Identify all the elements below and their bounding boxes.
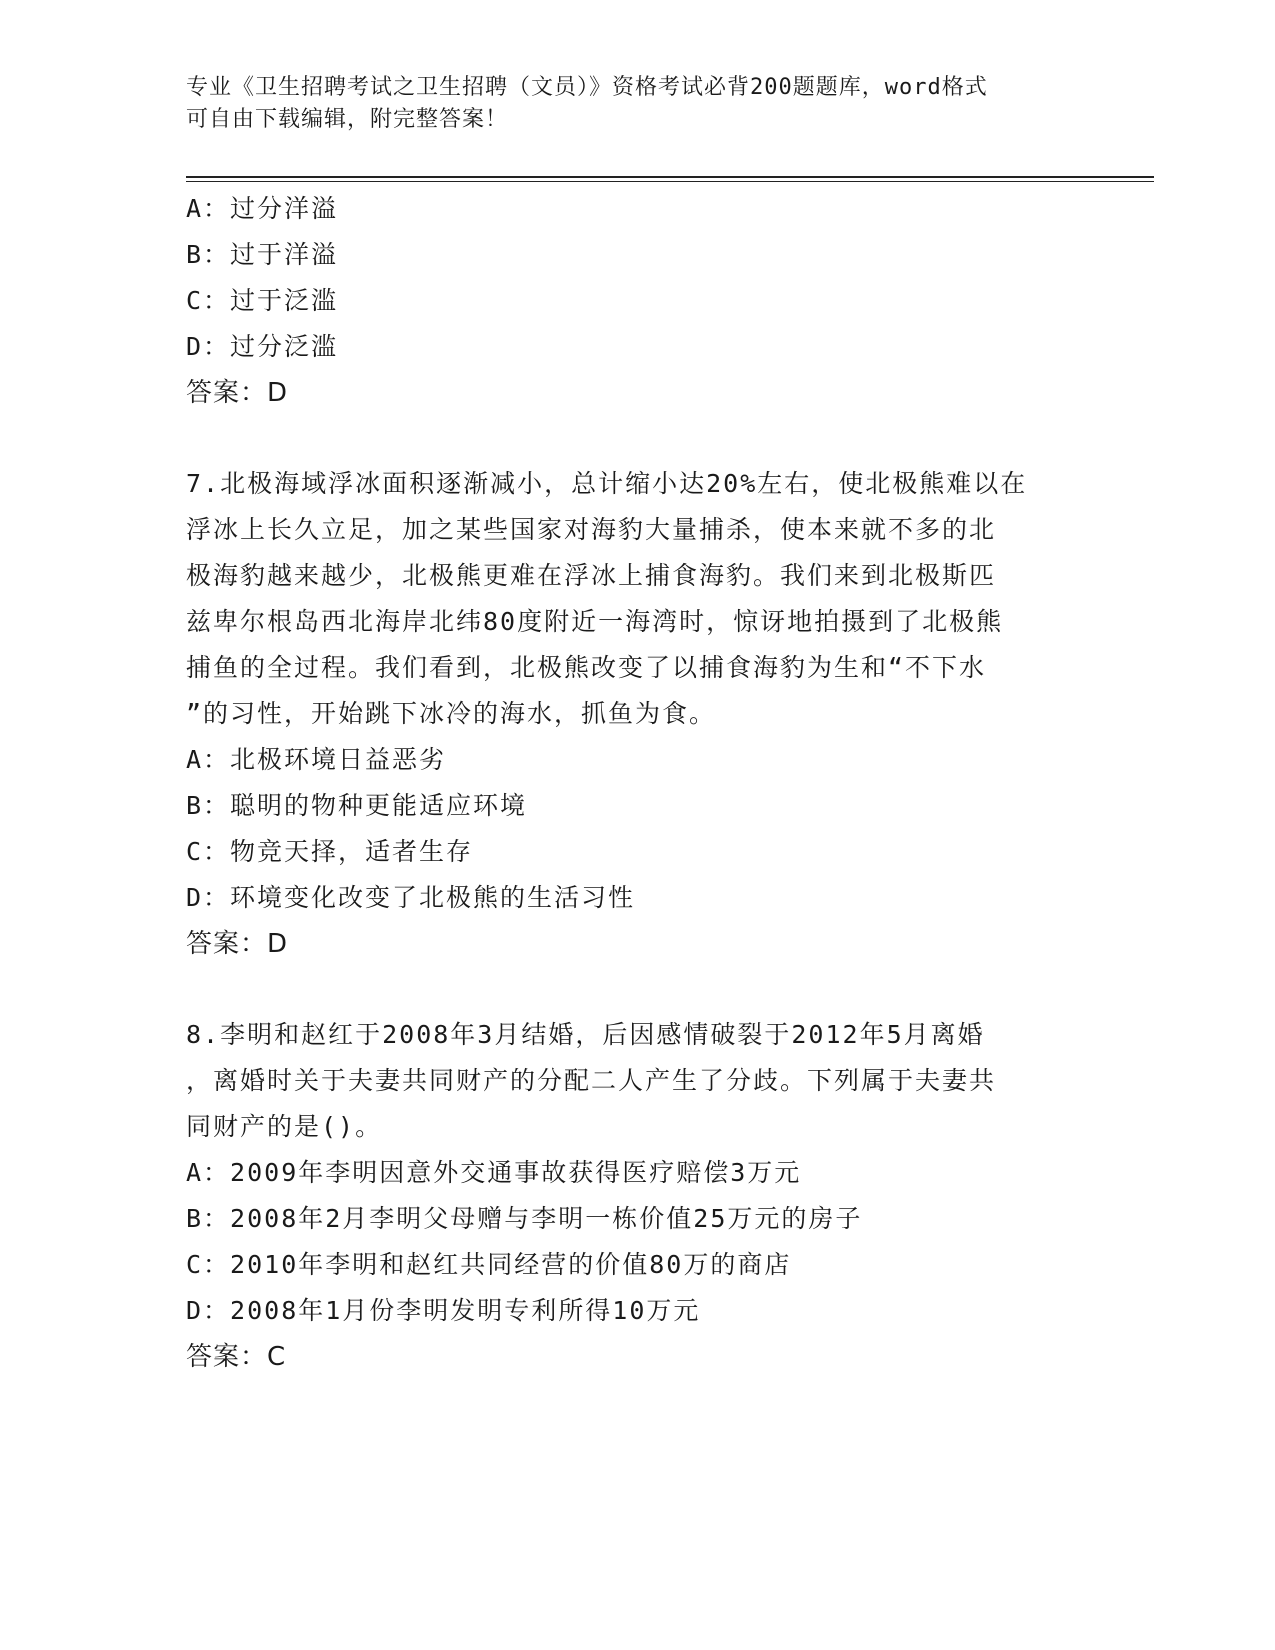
spacer <box>186 416 1086 461</box>
answer-line: 答案：D <box>186 929 289 959</box>
stem-line: ，离婚时关于夫妻共同财产的分配二人产生了分歧。下列属于夫妻共 <box>186 1066 997 1095</box>
stem-line: 7.北极海域浮冰面积逐渐减小，总计缩小达20%左右，使北极熊难以在 <box>186 469 1028 498</box>
option-b: B：聪明的物种更能适应环境 <box>186 791 528 820</box>
document-header <box>186 72 1066 136</box>
option-c: C：2010年李明和赵红共同经营的价值80万的商店 <box>186 1250 792 1279</box>
stem-line: 浮冰上长久立足，加之某些国家对海豹大量捕杀，使本来就不多的北 <box>186 515 997 544</box>
answer-line: 答案：D <box>186 378 289 408</box>
stem-line: 兹卑尔根岛西北海岸北纬80度附近一海湾时，惊讶地拍摄到了北极熊 <box>186 607 1004 636</box>
stem-line: 极海豹越来越少，北极熊更难在浮冰上捕食海豹。我们来到北极斯匹 <box>186 561 997 590</box>
question-6 <box>186 186 1086 416</box>
header-title-line-2: 可自由下载编辑，附完整答案！ <box>186 107 509 132</box>
spacer <box>186 967 1086 1012</box>
option-a: A：过分洋溢 <box>186 194 339 223</box>
option-a: A：北极环境日益恶劣 <box>186 745 447 774</box>
question-content <box>186 186 1086 1380</box>
stem-line: ”的习性，开始跳下冰冷的海水，抓鱼为食。 <box>186 699 717 728</box>
stem-line: 8.李明和赵红于2008年3月结婚，后因感情破裂于2012年5月离婚 <box>186 1020 985 1049</box>
stem-line: 捕鱼的全过程。我们看到，北极熊改变了以捕食海豹为生和“不下水 <box>186 653 987 682</box>
question-stem <box>186 1012 1086 1150</box>
stem-line: 同财产的是()。 <box>186 1112 383 1141</box>
question-stem <box>186 461 1086 737</box>
question-7 <box>186 461 1086 967</box>
option-d: D：过分泛滥 <box>186 332 339 361</box>
option-b: B：过于洋溢 <box>186 240 339 269</box>
option-d: D：2008年1月份李明发明专利所得10万元 <box>186 1296 701 1325</box>
answer-line: 答案：C <box>186 1342 287 1372</box>
option-d: D：环境变化改变了北极熊的生活习性 <box>186 883 636 912</box>
option-c: C：物竞天择，适者生存 <box>186 837 474 866</box>
option-a: A：2009年李明因意外交通事故获得医疗赔偿3万元 <box>186 1158 802 1187</box>
header-title-line-1: 专业《卫生招聘考试之卫生招聘（文员）》资格考试必背200题题库，word格式 <box>186 75 988 100</box>
question-8 <box>186 1012 1086 1380</box>
option-b: B：2008年2月李明父母赠与李明一栋价值25万元的房子 <box>186 1204 863 1233</box>
header-divider <box>186 176 1154 182</box>
option-c: C：过于泛滥 <box>186 286 339 315</box>
